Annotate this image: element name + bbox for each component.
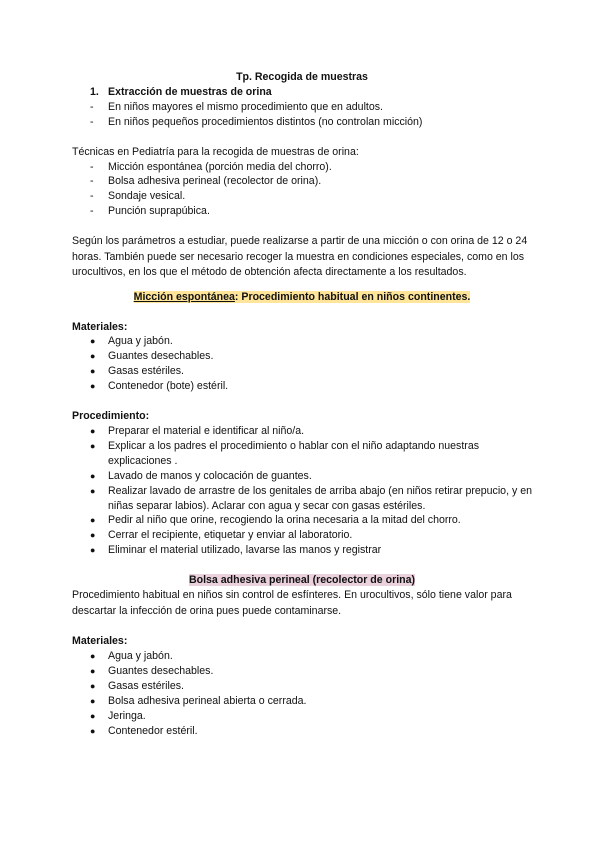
list-item: ● Pedir al niño que orine, recogiendo la orina necesaria a la mitad del chorro. bbox=[90, 514, 461, 527]
techniques-intro: Técnicas en Pediatría para la recogida de muestras de orina: bbox=[72, 145, 359, 158]
bolsa-heading: Bolsa adhesiva perineal (recolector de orina) bbox=[188, 574, 416, 587]
dash-marker: - bbox=[90, 115, 94, 128]
list-item: ● Cerrar el recipiente, etiquetar y enviar al laboratorio. bbox=[90, 529, 353, 542]
list-item: ● Gasas estériles. bbox=[90, 679, 184, 692]
list-item: ● Gasas estériles. bbox=[90, 365, 184, 378]
list-item: - En niños mayores el mismo procedimiento que en adultos. bbox=[90, 100, 383, 113]
bullet-icon: ● bbox=[90, 545, 96, 556]
bullet-icon: ● bbox=[90, 650, 96, 661]
bullet-icon: ● bbox=[90, 530, 96, 541]
bullet-icon: ● bbox=[90, 725, 96, 736]
list-item: - Punción suprapúbica. bbox=[90, 205, 210, 218]
list-item: ● Agua y jabón. bbox=[90, 335, 173, 348]
list-item: - Bolsa adhesiva perineal (recolector de orina). bbox=[90, 175, 322, 188]
bullet-icon: ● bbox=[90, 710, 96, 721]
list-item: ● Bolsa adhesiva perineal abierta o cerrada. bbox=[90, 694, 307, 707]
list-item: ● Guantes desechables. bbox=[90, 350, 214, 363]
bullet-icon: ● bbox=[90, 695, 96, 706]
miccion-heading-rest: : Procedimiento habitual en niños continentes. bbox=[234, 290, 471, 303]
bullet-icon: ● bbox=[90, 515, 96, 526]
list-item: ● Eliminar el material utilizado, lavarse las manos y registrar bbox=[90, 544, 382, 557]
materiales-label: Materiales: bbox=[72, 635, 128, 648]
bolsa-paragraph: Procedimiento habitual en niños sin control de esfínteres. En urocultivos, sólo tiene valor para descartar la infección de orina pues puede contaminarse. bbox=[72, 589, 512, 617]
bullet-icon: ● bbox=[90, 351, 96, 362]
dash-marker: - bbox=[90, 205, 94, 218]
list-item: - Sondaje vesical. bbox=[90, 190, 186, 203]
bullet-icon: ● bbox=[90, 336, 96, 347]
procedimiento-label: Procedimiento: bbox=[72, 410, 150, 423]
document-title: Tp. Recogida de muestras bbox=[236, 71, 368, 83]
bullet-icon: ● bbox=[90, 665, 96, 676]
list-item: - En niños pequeños procedimientos distintos (no controlan micción) bbox=[90, 115, 423, 128]
bullet-icon: ● bbox=[90, 680, 96, 691]
list-item: ● Contenedor estéril. bbox=[90, 724, 198, 737]
list-item: ● Jeringa. bbox=[90, 709, 146, 722]
section-1-heading-text: Extracción de muestras de orina bbox=[108, 85, 272, 98]
dash-marker: - bbox=[90, 160, 94, 173]
bullet-icon: ● bbox=[90, 440, 96, 451]
list-item: ● Guantes desechables. bbox=[90, 664, 214, 677]
dash-marker: - bbox=[90, 175, 94, 188]
list-item: ● Preparar el material e identificar al niño/a. bbox=[90, 425, 305, 437]
section-1-number: 1. bbox=[90, 85, 99, 98]
bullet-icon: ● bbox=[90, 366, 96, 377]
list-item: ● Contenedor (bote) estéril. bbox=[90, 380, 229, 393]
document-page bbox=[72, 70, 532, 738]
materiales-label: Materiales: bbox=[72, 320, 128, 333]
section-1-heading bbox=[72, 85, 532, 100]
list-item: ● Explicar a los padres el procedimiento o hablar con el niño adaptando nuestras explicaciones . bbox=[90, 439, 480, 467]
list-item: ● Realizar lavado de arrastre de los genitales de arriba abajo (en niños retirar prepucio, y en niñas separar labios). Aclarar con agua y secar con gasas estériles. bbox=[90, 484, 532, 512]
list-item: ● Agua y jabón. bbox=[90, 649, 173, 662]
bullet-icon: ● bbox=[90, 381, 96, 392]
bullet-icon: ● bbox=[90, 470, 96, 481]
list-item: - Micción espontánea (porción media del chorro). bbox=[90, 160, 332, 173]
bullet-icon: ● bbox=[90, 426, 96, 436]
miccion-heading-main: Micción espontánea bbox=[133, 290, 235, 303]
miccion-heading bbox=[72, 290, 532, 305]
dash-marker: - bbox=[90, 100, 94, 113]
dash-marker: - bbox=[90, 190, 94, 203]
bullet-icon: ● bbox=[90, 485, 96, 496]
list-item: ● Lavado de manos y colocación de guantes. bbox=[90, 469, 312, 482]
intro-paragraph: Según los parámetros a estudiar, puede realizarse a partir de una micción o con orina de 12 o 24 horas. También puede ser necesario recoger la muestra en condiciones especiales, como en los urocultivos, en los que el método de obtención afecta directamente a los resultados. bbox=[72, 235, 528, 279]
